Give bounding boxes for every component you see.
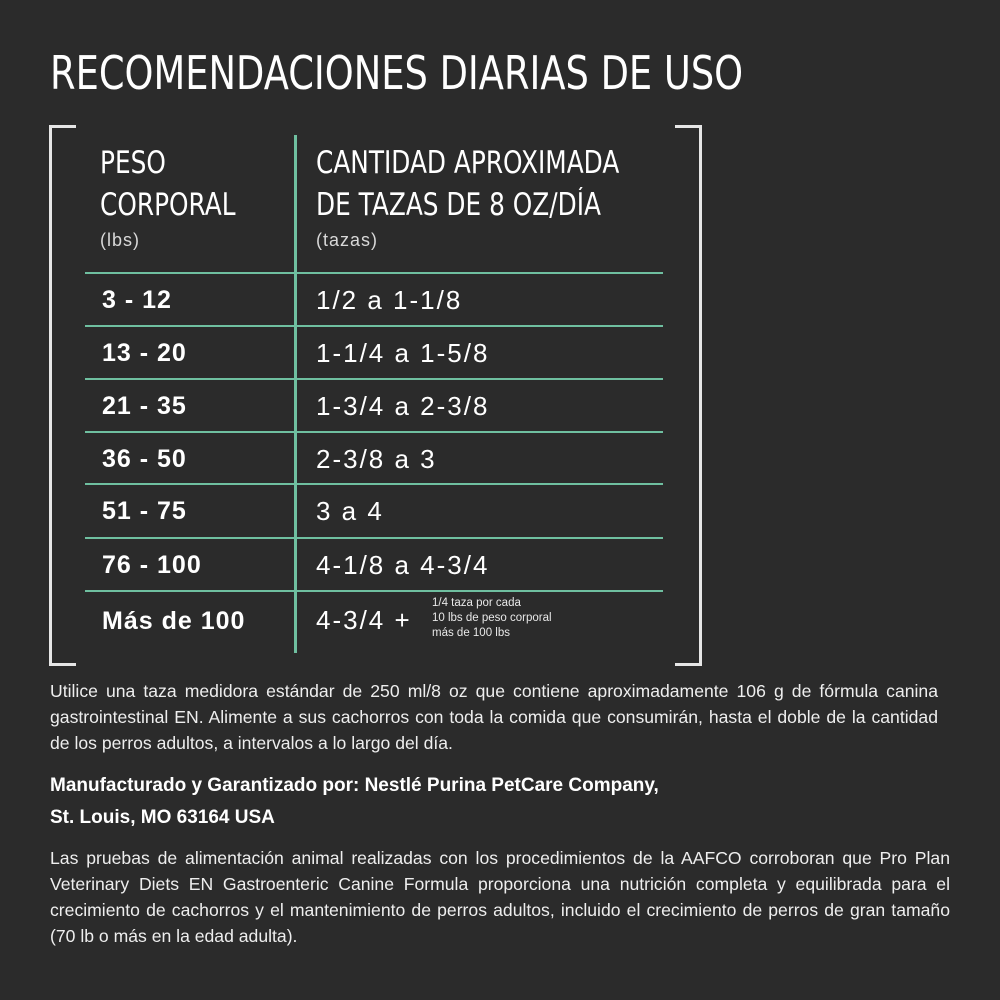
row-divider bbox=[85, 325, 663, 327]
table-bracket-right bbox=[675, 125, 702, 666]
column-divider bbox=[294, 135, 297, 653]
row-weight: Más de 100 bbox=[102, 607, 246, 635]
row-divider bbox=[85, 537, 663, 539]
row-weight: 3 - 12 bbox=[102, 286, 172, 314]
row-amount: 2-3/8 a 3 bbox=[316, 444, 437, 474]
row-weight: 13 - 20 bbox=[102, 339, 187, 367]
page-title: RECOMENDACIONES DIARIAS DE USO bbox=[50, 46, 744, 100]
aafco-paragraph: Las pruebas de alimentación animal realizadas con los procedimientos de la AAFCO corroboran que Pro Plan Veterinary Diets EN Gastroenteric Canine Formula proporciona una nutrición completa y equilibrada para el crecimiento de cachorros y el mantenimiento de perros adultos, incluido el crecimiento de perros de gran tamaño (70 lb o más en la edad adulta). bbox=[50, 848, 950, 946]
row-weight: 76 - 100 bbox=[102, 551, 202, 579]
row-amount: 1-1/4 a 1-5/8 bbox=[316, 338, 490, 368]
row-weight: 51 - 75 bbox=[102, 497, 187, 525]
table-bracket-left bbox=[49, 125, 76, 666]
col1-header-line1: PESO bbox=[100, 145, 166, 181]
manufacturer-text: Manufacturado y Garantizado por: Nestlé Purina PetCare Company, St. Louis, MO 63164 USA bbox=[50, 775, 659, 828]
row-amount: 1/2 a 1-1/8 bbox=[316, 285, 463, 315]
col2-header-line2: DE TAZAS DE 8 OZ/DÍA bbox=[316, 187, 601, 223]
row-weight: 21 - 35 bbox=[102, 392, 187, 420]
row-amount: 4-3/4 + bbox=[316, 605, 412, 635]
row-amount: 3 a 4 bbox=[316, 496, 384, 526]
col2-header-line1: CANTIDAD APROXIMADA bbox=[316, 145, 620, 181]
row-amount: 4-1/8 a 4-3/4 bbox=[316, 550, 490, 580]
row-weight: 36 - 50 bbox=[102, 445, 187, 473]
row-amount: 1-3/4 a 2-3/8 bbox=[316, 391, 490, 421]
row-divider bbox=[85, 483, 663, 485]
col1-header-line2: CORPORAL bbox=[100, 187, 236, 223]
usage-paragraph: Utilice una taza medidora estándar de 250 ml/8 oz que contiene aproximadamente 106 g de fórmula canina gastrointestinal EN. Alimente a sus cachorros con toda la comida que consumirán, hasta el doble de la cantidad de los perros adultos, a intervalos a lo largo del día. bbox=[50, 681, 938, 753]
last-row-note: 1/4 taza por cada 10 lbs de peso corporal más de 100 lbs bbox=[432, 597, 552, 639]
row-divider bbox=[85, 590, 663, 592]
col1-unit: (lbs) bbox=[100, 230, 140, 250]
row-divider bbox=[85, 378, 663, 380]
row-divider bbox=[85, 431, 663, 433]
col2-unit: (tazas) bbox=[316, 230, 379, 250]
row-divider bbox=[85, 272, 663, 274]
